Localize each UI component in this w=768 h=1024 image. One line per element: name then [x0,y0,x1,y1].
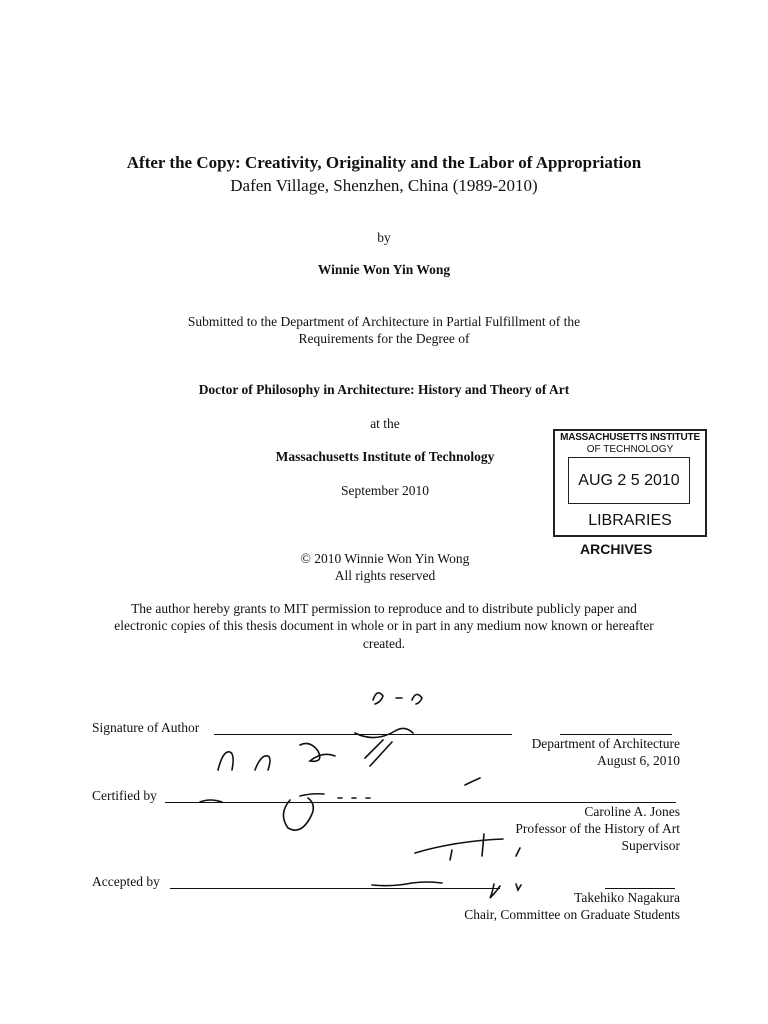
stamp-line-1: MASSACHUSETTS INSTITUTE [560,432,700,443]
submission-date: September 2010 [340,483,430,498]
thesis-title: After the Copy: Creativity, Originality and the Labor of Appropriation [126,153,642,172]
certified-signature-scribble [200,778,520,860]
stamp-archives: ARCHIVES [580,541,653,557]
stamp-line-2: OF TECHNOLOGY [586,444,674,455]
author-signature-scribble [218,693,422,770]
accepted-title: Chair, Committee on Graduate Students [464,907,680,922]
accepted-signature-scribble [372,882,521,898]
author-name: Winnie Won Yin Wong [317,262,451,277]
author-department: Department of Architecture [531,736,680,751]
stamp-libraries: LIBRARIES [588,512,672,529]
submitted-line-1: Submitted to the Department of Architecture in Partial Fulfillment of the [187,314,581,329]
permission-line-1: The author hereby grants to MIT permission to reproduce and to distribute publicly paper and [131,601,637,616]
submitted-line-2: Requirements for the Degree of [298,331,470,346]
thesis-subtitle: Dafen Village, Shenzhen, China (1989-2010) [230,176,538,195]
accepted-by-label: Accepted by [92,874,160,889]
accepted-name: Takehiko Nagakura [574,890,680,905]
stamp-date: AUG 2 5 2010 [568,457,690,504]
permission-line-2: electronic copies of this thesis document in whole or in part in any medium now known or hereafter [114,618,654,633]
degree-name: Doctor of Philosophy in Architecture: History and Theory of Art [198,382,570,397]
certified-by-label: Certified by [92,788,157,803]
at-the-label: at the [370,416,400,431]
author-signature-label: Signature of Author [92,720,200,735]
certified-title: Professor of the History of Art [515,821,680,836]
institution-name: Massachusetts Institute of Technology [275,449,495,464]
certified-name: Caroline A. Jones [584,804,680,819]
permission-line-3: created. [362,636,406,651]
by-label: by [377,230,391,245]
rights-line: All rights reserved [334,568,436,583]
author-sign-date: August 6, 2010 [597,753,680,768]
copyright-line: © 2010 Winnie Won Yin Wong [300,551,470,566]
certified-role: Supervisor [621,838,680,853]
